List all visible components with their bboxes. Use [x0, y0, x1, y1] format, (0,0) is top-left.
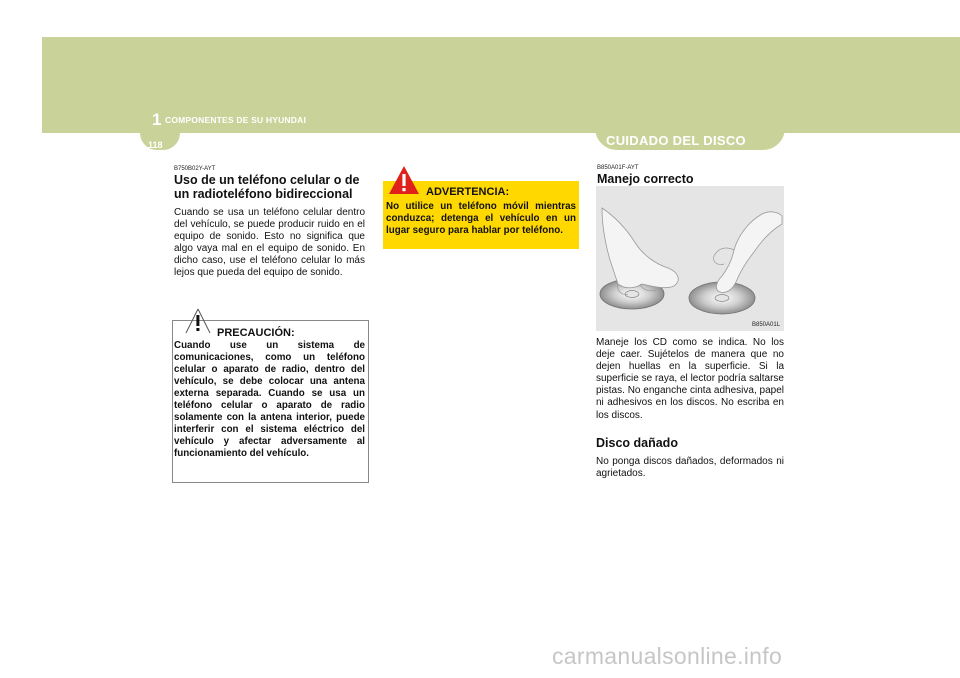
body-paragraph: Cuando se usa un teléfono celular dentro del vehículo, se puede producir ruido en el equipo de sonido. Esto no significa que algo vaya mal en el equipo de sonido. En dicho caso, use el teléfono celular lo más lejos que pueda del equipo de sonido.	[174, 207, 365, 279]
image-ref-code: B850A01L	[752, 322, 781, 328]
heading-line-2: un radioteléfono bidireccional	[174, 187, 353, 201]
ref-code: B850A01F-AYT	[597, 165, 639, 171]
section-heading	[174, 173, 359, 201]
chapter-title: COMPONENTES DE SU HYUNDAI	[165, 115, 307, 125]
manejo-heading: Manejo correcto	[597, 172, 694, 186]
caution-text: Cuando use un sistema de comunicaciones, como un teléfono celular o aparato de radio, dentro del vehículo, se debe colocar una antena externa separada. Cuando se usa un teléfono celular o aparato de radio solamente con la antena interior, puede interferir con el sistema eléctrico del vehículo y afectar adversamente al funcionamiento del vehículo.	[174, 340, 365, 459]
disc-handling-illustration	[596, 186, 784, 331]
page-number: 118	[148, 140, 163, 150]
manejo-paragraph: Maneje los CD como se indica. No los deje caer. Sujételos de manera que no dejen huellas en la superficie. Si la superficie se raya, el lector podría saltarse pistas. No enganche cinta adhesiva, papel ni adhesivos en los discos. No escriba en los discos.	[596, 337, 784, 421]
warning-title: ADVERTENCIA:	[426, 186, 510, 198]
chapter-number: 1	[152, 110, 162, 129]
disco-danado-paragraph: No ponga discos dañados, deformados ni agrietados.	[596, 456, 784, 480]
ref-code: B750B02Y-AYT	[174, 166, 216, 172]
watermark: carmanualsonline.info	[552, 643, 783, 669]
section-title: CUIDADO DEL DISCO	[606, 133, 746, 148]
exclamation-triangle-icon	[184, 307, 212, 335]
exclamation-triangle-icon	[388, 165, 420, 195]
warning-text: No utilice un teléfono móvil mientras conduzca; detenga el vehículo en un lugar seguro para hablar por teléfono.	[386, 201, 576, 237]
heading-line-1: Uso de un teléfono celular o de	[174, 173, 360, 187]
cd-hands-drawing	[596, 186, 784, 331]
disco-danado-heading: Disco dañado	[596, 436, 678, 450]
caution-title: PRECAUCIÓN:	[217, 327, 295, 339]
